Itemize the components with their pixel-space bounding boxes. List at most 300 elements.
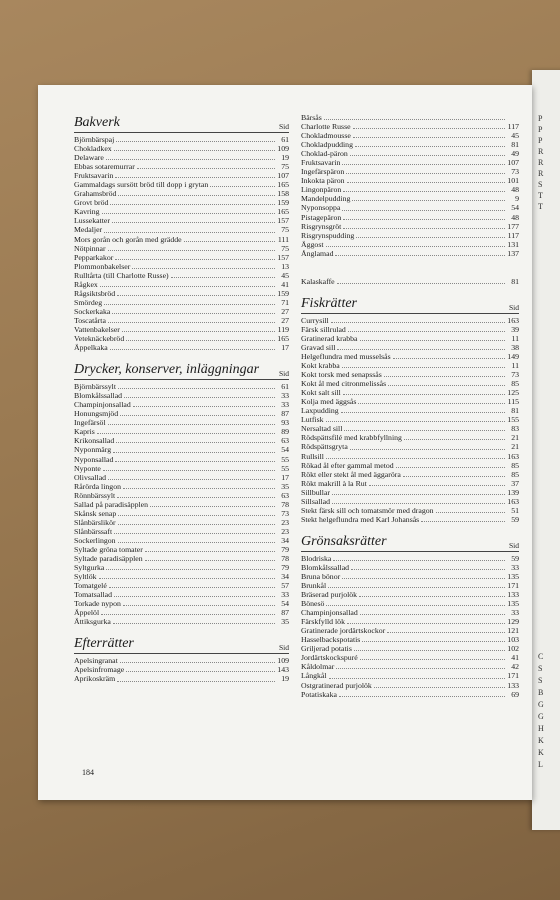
entry-page: 11	[511, 361, 519, 371]
next-page-fragment: H	[538, 724, 544, 733]
index-entry	[74, 262, 289, 271]
entry-name: Potatiskaka	[301, 689, 337, 699]
entry-name: Sockerlingon	[74, 535, 116, 545]
entry-name: Kolja med äggsås	[301, 397, 357, 407]
entry-name: Kapris	[74, 427, 95, 437]
entry-page: 27	[281, 315, 289, 325]
entry-name: Inkokta päron	[301, 176, 345, 186]
dot-leader	[184, 241, 275, 242]
entry-page: 34	[281, 572, 289, 582]
dot-leader	[118, 515, 275, 516]
entry-name: Slånbärslikör	[74, 517, 116, 527]
dot-leader	[360, 659, 505, 660]
index-section	[74, 636, 289, 683]
entry-page: 33	[511, 608, 519, 618]
entry-page: 115	[507, 397, 519, 407]
sid-label: Sid	[508, 540, 519, 550]
index-entry	[74, 599, 289, 608]
dot-leader	[351, 569, 505, 570]
dot-leader	[332, 503, 505, 504]
entry-name: Currysill	[301, 315, 329, 325]
index-entry	[301, 415, 519, 424]
index-entry	[301, 131, 519, 140]
entry-name: Sillbullar	[301, 487, 331, 497]
next-page-fragment: L	[538, 760, 543, 769]
dot-leader	[171, 277, 275, 278]
entry-name: Syltade gröna tomater	[74, 544, 143, 554]
index-entry	[301, 635, 519, 644]
entry-page: 75	[281, 243, 289, 253]
entry-name: Rågkex	[74, 279, 98, 289]
dot-leader	[108, 322, 275, 323]
entry-page: 48	[511, 212, 519, 222]
entry-page: 45	[281, 270, 289, 280]
dot-leader	[350, 449, 505, 450]
entry-name: Bräserad purjolök	[301, 590, 358, 600]
index-entry	[301, 479, 519, 488]
dot-leader	[344, 430, 505, 431]
entry-name: Nyponsallad	[74, 454, 114, 464]
index-entry	[74, 418, 289, 427]
index-entry	[74, 135, 289, 144]
index-entry	[74, 325, 289, 334]
index-entry	[301, 222, 519, 231]
dot-leader	[104, 232, 275, 233]
entry-name: Äppelkaka	[74, 343, 108, 353]
entry-name: Jordärtskockspuré	[301, 653, 358, 663]
entry-page: 81	[511, 140, 519, 150]
entry-page: 42	[511, 662, 519, 672]
dot-leader	[123, 605, 275, 606]
index-entry	[301, 334, 519, 343]
dot-leader	[118, 542, 275, 543]
entry-name: Rullsill	[301, 451, 324, 461]
index-entry	[301, 277, 519, 286]
index-entry	[301, 488, 519, 497]
index-entry	[74, 509, 289, 518]
index-entry	[74, 382, 289, 391]
index-entry	[301, 617, 519, 626]
entry-name: Griljerad potatis	[301, 644, 352, 654]
entry-page: 143	[277, 665, 289, 675]
sid-label: Sid	[278, 369, 289, 379]
entry-page: 51	[511, 505, 519, 515]
entry-name: Lussekatter	[74, 216, 110, 226]
dot-leader	[145, 551, 275, 552]
index-entry	[301, 158, 519, 167]
entry-page: 129	[507, 617, 519, 627]
entry-name: Gravad sill	[301, 342, 336, 352]
entry-page: 23	[281, 517, 289, 527]
entry-name: Smördeg	[74, 297, 103, 307]
entry-name: Choklad-päron	[301, 149, 348, 159]
index-entry	[301, 662, 519, 671]
entry-name: Vattenbakelser	[74, 324, 120, 334]
dot-leader	[436, 512, 505, 513]
index-entry	[74, 253, 289, 262]
entry-page: 73	[281, 508, 289, 518]
dot-leader	[326, 246, 505, 247]
dot-leader	[106, 159, 275, 160]
index-entry	[301, 113, 519, 122]
dot-leader	[358, 403, 505, 404]
index-entry	[74, 162, 289, 171]
entry-page: 75	[281, 225, 289, 235]
entry-name: Syltlök	[74, 572, 97, 582]
index-entry	[301, 433, 519, 442]
entry-page: 171	[507, 581, 519, 591]
index-entry	[74, 527, 289, 536]
dot-leader	[126, 340, 275, 341]
entry-name: Laxpudding	[301, 406, 339, 416]
entry-page: 54	[281, 445, 289, 455]
entry-name: Rågsiktsbröd	[74, 288, 116, 298]
entry-page: 19	[281, 153, 289, 163]
dot-leader	[112, 222, 275, 223]
entry-name: Färskfylld lök	[301, 617, 345, 627]
entry-page: 79	[281, 563, 289, 573]
continued-dessert-list	[301, 113, 519, 258]
page-number: 184	[82, 768, 94, 777]
index-entry	[74, 180, 289, 189]
entry-page: 137	[507, 248, 519, 258]
index-entry	[301, 240, 519, 249]
entry-name: Rulltårta (till Charlotte Russe)	[74, 270, 169, 280]
entry-page: 9	[515, 194, 519, 204]
dot-leader	[108, 250, 275, 251]
dot-leader	[126, 671, 275, 672]
entry-page: 27	[281, 306, 289, 316]
dot-leader	[347, 623, 505, 624]
dot-leader	[335, 255, 505, 256]
entry-name: Brunkål	[301, 581, 327, 591]
entry-page: 109	[277, 144, 289, 154]
dot-leader	[123, 488, 275, 489]
section-title: Grönsaksrätter	[301, 533, 387, 549]
entry-name: Chokladkex	[74, 144, 112, 154]
index-entry	[301, 231, 519, 240]
entry-name: Charlotte Russe	[301, 122, 351, 132]
entry-name: Ättiksgurka	[74, 617, 111, 627]
index-entry	[74, 464, 289, 473]
index-entry	[301, 608, 519, 617]
dot-leader	[403, 476, 505, 477]
dot-leader	[333, 560, 505, 561]
index-entry	[74, 244, 289, 253]
entry-name: Chokladmousse	[301, 131, 351, 141]
entry-page: 57	[281, 581, 289, 591]
entry-name: Risgrynsgröt	[301, 221, 342, 231]
entry-name: Långkål	[301, 671, 327, 681]
sid-label: Sid	[508, 302, 519, 312]
index-entry	[301, 644, 519, 653]
entry-page: 102	[507, 644, 519, 654]
section-header	[301, 296, 519, 314]
entry-page: 81	[511, 276, 519, 286]
index-entry	[74, 144, 289, 153]
entry-page: 165	[277, 207, 289, 217]
entry-name: Gratinerade jordärtskockor	[301, 626, 386, 636]
dot-leader	[97, 433, 275, 434]
index-entry	[301, 690, 519, 699]
entry-name: Delaware	[74, 153, 104, 163]
dot-leader	[124, 397, 275, 398]
entry-name: Pistagepäron	[301, 212, 342, 222]
dot-leader	[360, 340, 506, 341]
dot-leader	[100, 286, 275, 287]
entry-name: Pepparkakor	[74, 252, 114, 262]
index-entry	[74, 343, 289, 352]
dot-leader	[353, 137, 505, 138]
dot-leader	[108, 424, 275, 425]
dot-leader	[332, 494, 505, 495]
dot-leader	[346, 173, 505, 174]
index-entry	[301, 581, 519, 590]
dot-leader	[342, 367, 505, 368]
entry-name: Bruna bönor	[301, 571, 341, 581]
entry-name: Fruktsavarin	[301, 158, 341, 168]
entry-page: 159	[277, 288, 289, 298]
sid-label: Sid	[278, 122, 289, 131]
entry-name: Ånglamad	[301, 248, 334, 258]
entry-name: Aprikoskräm	[74, 674, 116, 684]
entry-name: Fruktsavarin	[74, 171, 114, 181]
entry-page: 87	[281, 409, 289, 419]
entry-page: 87	[281, 608, 289, 618]
index-entry	[74, 674, 289, 683]
next-page-fragment: R	[538, 147, 544, 156]
index-entry	[74, 198, 289, 207]
index-entry	[74, 617, 289, 626]
index-entry	[301, 140, 519, 149]
entry-page: 75	[281, 162, 289, 172]
entry-name: Äppelöl	[74, 608, 100, 618]
entry-page: 73	[511, 167, 519, 177]
entry-page: 85	[511, 469, 519, 479]
dot-leader	[353, 128, 505, 129]
entry-name: Björnbärssylt	[74, 382, 117, 392]
entry-name: Blomkålssallad	[74, 391, 123, 401]
index-entry	[301, 397, 519, 406]
index-entry	[74, 473, 289, 482]
entry-name: Rönnbärssylt	[74, 490, 116, 500]
dot-leader	[328, 587, 505, 588]
entry-name: Gratinerad krabba	[301, 333, 358, 343]
entry-page: 163	[507, 451, 519, 461]
entry-page: 101	[507, 176, 519, 186]
entry-page: 21	[511, 433, 519, 443]
entry-page: 83	[511, 424, 519, 434]
dot-leader	[329, 678, 505, 679]
entry-page: 135	[507, 599, 519, 609]
entry-page: 117	[507, 230, 519, 240]
dot-leader	[369, 485, 505, 486]
next-page-fragment: S	[538, 180, 543, 189]
index-entry	[301, 452, 519, 461]
index-entry	[74, 427, 289, 436]
entry-name: Rårörda lingon	[74, 481, 121, 491]
entry-name: Medaljer	[74, 225, 103, 235]
index-entry	[74, 225, 289, 234]
entry-name: Krikonsallad	[74, 436, 115, 446]
entry-name: Syltgurka	[74, 563, 105, 573]
next-page-fragment: P	[538, 125, 543, 134]
entry-page: 34	[281, 535, 289, 545]
index-entry	[74, 171, 289, 180]
entry-page: 163	[507, 315, 519, 325]
entry-page: 177	[507, 221, 519, 231]
index-entry	[301, 590, 519, 599]
index-entry	[74, 391, 289, 400]
entry-page: 163	[507, 496, 519, 506]
dot-leader	[102, 213, 275, 214]
section-header	[74, 115, 289, 133]
entry-page: 11	[511, 333, 519, 343]
index-entry	[301, 249, 519, 258]
index-entry	[301, 497, 519, 506]
dot-leader	[118, 388, 275, 389]
entry-name: Mors gorån och gorån med grädde	[74, 234, 182, 244]
index-entry	[301, 515, 519, 524]
entry-name: Syltade paradisäpplen	[74, 554, 143, 564]
entry-page: 89	[281, 427, 289, 437]
entry-name: Torkade nypon	[74, 599, 121, 609]
index-entry	[301, 388, 519, 397]
entry-page: 107	[277, 171, 289, 181]
entry-name: Nyponmärg	[74, 445, 112, 455]
entry-name: Sallad på paradisäpplen	[74, 499, 149, 509]
section-title: Bakverk	[74, 115, 120, 130]
index-entry	[301, 681, 519, 690]
entry-page: 41	[281, 279, 289, 289]
entry-name: Nyponte	[74, 463, 101, 473]
dot-leader	[396, 467, 505, 468]
dot-leader	[114, 596, 275, 597]
dot-leader	[348, 331, 505, 332]
index-entry	[74, 572, 289, 581]
next-page-fragment: K	[538, 736, 544, 745]
entry-name: Rökt eller stekt ål med äggaröra	[301, 469, 401, 479]
spacer	[301, 268, 519, 277]
dot-leader	[355, 146, 505, 147]
entry-page: 17	[281, 343, 289, 353]
dot-leader	[352, 200, 505, 201]
section-header	[74, 636, 289, 654]
next-page-fragment: T	[538, 202, 543, 211]
dot-leader	[122, 331, 275, 332]
entry-page: 41	[511, 653, 519, 663]
entry-name: Blomkålssallad	[301, 562, 350, 572]
dot-leader	[337, 283, 505, 284]
entry-page: 139	[507, 487, 519, 497]
index-entry	[301, 442, 519, 451]
next-page-fragment: S	[538, 676, 543, 685]
entry-page: 85	[511, 379, 519, 389]
index-entry	[74, 482, 289, 491]
dot-leader	[326, 605, 505, 606]
entry-name: Risgrynspudding	[301, 230, 355, 240]
dot-leader	[114, 150, 275, 151]
dot-leader	[347, 182, 505, 183]
dot-leader	[112, 313, 275, 314]
dot-leader	[106, 569, 275, 570]
entry-name: Kavring	[74, 207, 100, 217]
next-page-fragment: R	[538, 158, 544, 167]
index-entry	[74, 307, 289, 316]
entry-page: 45	[511, 131, 519, 141]
index-entry	[301, 572, 519, 581]
dot-leader	[350, 155, 505, 156]
dot-leader	[354, 650, 505, 651]
entry-name: Äggost	[301, 239, 324, 249]
dot-leader	[387, 632, 505, 633]
index-entry	[301, 563, 519, 572]
entry-page: 71	[281, 297, 289, 307]
entry-page: 78	[281, 554, 289, 564]
next-page-fragment: P	[538, 136, 543, 145]
entry-page: 159	[277, 198, 289, 208]
next-page-fragment: G	[538, 700, 544, 709]
index-entry	[301, 185, 519, 194]
dot-leader	[115, 177, 275, 178]
index-entry	[301, 370, 519, 379]
next-page-fragment: S	[538, 664, 543, 673]
dot-leader	[110, 349, 275, 350]
index-entry	[74, 545, 289, 554]
entry-page: 33	[511, 562, 519, 572]
dot-leader	[362, 641, 505, 642]
entry-page: 158	[277, 189, 289, 199]
index-entry	[74, 500, 289, 509]
dot-leader	[421, 521, 505, 522]
entry-page: 133	[507, 680, 519, 690]
dot-leader	[114, 533, 275, 534]
dot-leader	[339, 696, 505, 697]
entry-page: 165	[277, 334, 289, 344]
entry-name: Lingonpäron	[301, 185, 342, 195]
dot-leader	[145, 560, 275, 561]
entry-page: 13	[281, 261, 289, 271]
entry-page: 19	[281, 674, 289, 684]
index-entry	[301, 506, 519, 515]
index-entry	[74, 491, 289, 500]
index-entry	[301, 470, 519, 479]
dot-leader	[360, 614, 505, 615]
entry-name: Kokt torsk med senapssås	[301, 370, 382, 380]
dot-leader	[359, 596, 505, 597]
index-entry	[74, 445, 289, 454]
index-entry	[301, 653, 519, 662]
dot-leader	[132, 268, 275, 269]
entry-page: 125	[507, 388, 519, 398]
entry-page: 55	[281, 463, 289, 473]
entry-page: 85	[511, 460, 519, 470]
entry-page: 63	[281, 490, 289, 500]
dot-leader	[326, 421, 505, 422]
dot-leader	[118, 524, 275, 525]
entry-page: 61	[281, 382, 289, 392]
entry-page: 81	[511, 406, 519, 416]
dot-leader	[393, 358, 505, 359]
entry-page: 111	[277, 234, 289, 244]
index-entry	[74, 334, 289, 343]
entry-name: Olivsallad	[74, 472, 107, 482]
entry-page: 55	[281, 454, 289, 464]
dot-leader	[99, 578, 275, 579]
entry-name: Kalaskaffe	[301, 276, 335, 286]
entry-page: 59	[511, 514, 519, 524]
entry-page: 109	[277, 656, 289, 666]
